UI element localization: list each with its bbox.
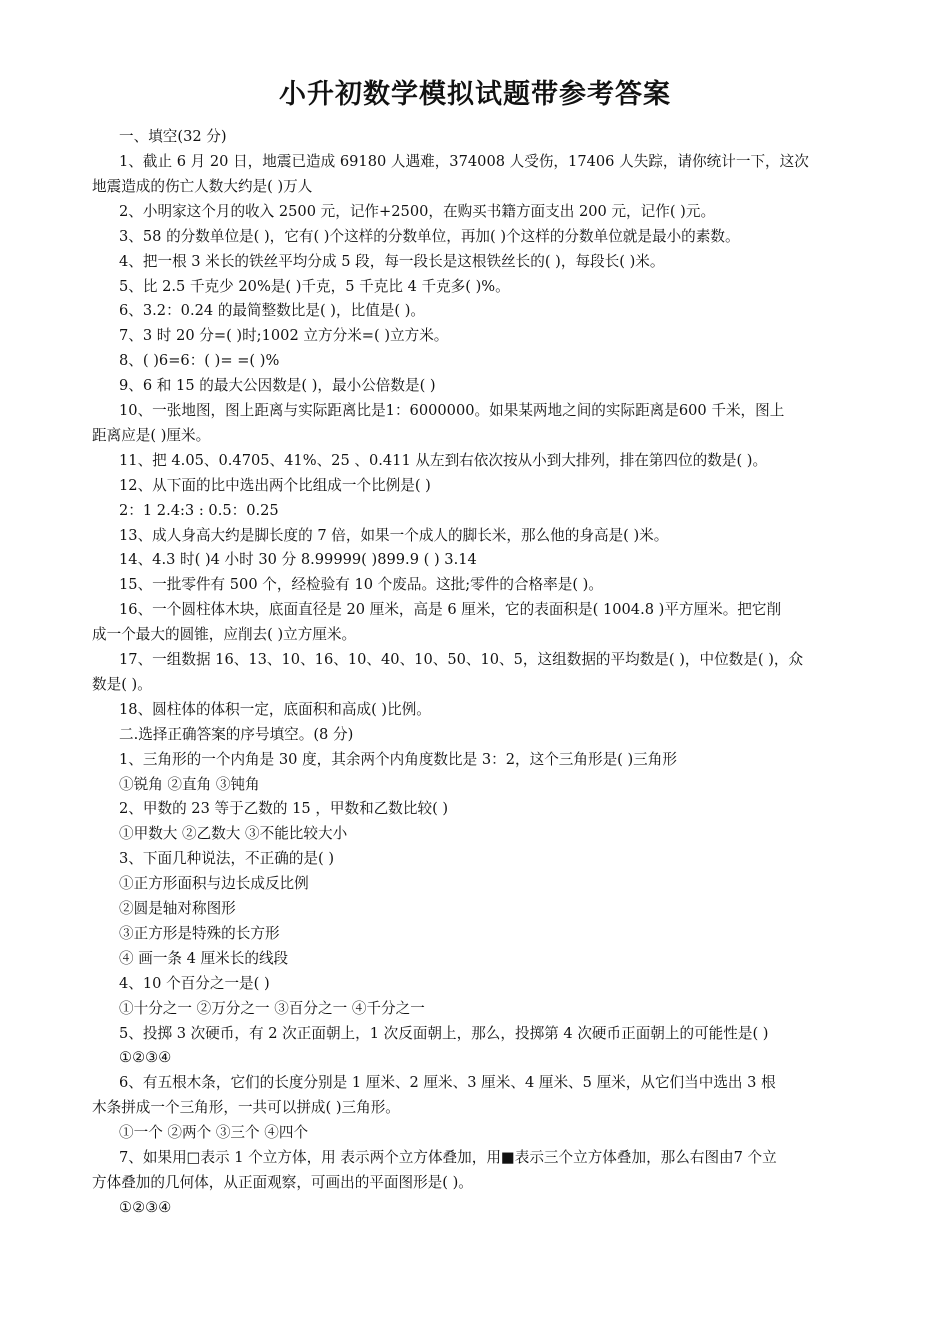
question-line: 距离应是( )厘米。 [92, 427, 211, 444]
section-heading: 一、填空(32 分) [119, 128, 227, 145]
question-line: 17、一组数据 16、13、10、16、10、40、10、50、10、5，这组数据的平均数是( )，中位数是( )，众 [119, 651, 804, 668]
question-line: 6、3.2：0.24 的最简整数比是( )，比值是( )。 [119, 302, 425, 319]
question-line: 13、成人身高大约是脚长度的 7 倍，如果一个成人的脚长米，那么他的身高是( )米。 [119, 527, 669, 544]
options-line: ③正方形是特殊的长方形 [119, 925, 280, 942]
options-line: ①②③④ [119, 1049, 172, 1066]
section-heading: 二.选择正确答案的序号填空。(8 分) [119, 726, 354, 743]
question-line: 9、6 和 15 的最大公因数是( )，最小公倍数是( ) [119, 377, 436, 394]
question-line: 7、如果用□表示 1 个立方体，用 表示两个立方体叠加，用■表示三个立方体叠加，那么右图由7 个立 [119, 1149, 777, 1166]
question-line: 5、比 2.5 千克少 20%是( )千克，5 千克比 4 千克多( )%。 [119, 278, 510, 295]
document-title: 小升初数学模拟试题带参考答案 [279, 79, 671, 110]
options-line: ②圆是轴对称图形 [119, 900, 236, 917]
question-line: 地震造成的伤亡人数大约是( )万人 [92, 178, 313, 195]
question-line: 2：1 2.4:3 : 0.5：0.25 [119, 502, 279, 519]
question-line: 2、甲数的 23 等于乙数的 15 ，甲数和乙数比较( ) [119, 800, 449, 817]
question-line: 1、三角形的一个内角是 30 度，其余两个内角度数比是 3：2，这个三角形是( )三角形 [119, 751, 677, 768]
options-line: ①②③④ [119, 1199, 172, 1216]
question-line: 6、有五根木条，它们的长度分别是 1 厘米、2 厘米、3 厘米、4 厘米、5 厘米，从它们当中选出 3 根 [119, 1074, 776, 1091]
question-line: 4、把一根 3 米长的铁丝平均分成 5 段，每一段长是这根铁丝长的( )，每段长( )米。 [119, 253, 665, 270]
question-line: 1、截止 6 月 20 日，地震已造成 69180 人遇难，374008 人受伤，17406 人失踪，请你统计一下，这次 [119, 153, 809, 170]
question-line: 8、( )6=6：( )= =( )% [119, 352, 280, 369]
question-line: 方体叠加的几何体，从正面观察，可画出的平面图形是( )。 [92, 1174, 473, 1191]
options-line: ①十分之一 ②万分之一 ③百分之一 ④千分之一 [119, 1000, 425, 1017]
question-line: 16、一个圆柱体木块，底面直径是 20 厘米，高是 6 厘米，它的表面积是( 1004.8 )平方厘米。把它削 [119, 601, 782, 618]
options-line: ①一个 ②两个 ③三个 ④四个 [119, 1124, 309, 1141]
question-line: 木条拼成一个三角形，一共可以拼成( )三角形。 [92, 1099, 400, 1116]
question-line: 4、10 个百分之一是( ) [119, 975, 270, 992]
question-line: 3、58 的分数单位是( )，它有( )个这样的分数单位，再加( )个这样的分数单位就是最小的素数。 [119, 228, 740, 245]
options-line: ①正方形面积与边长成反比例 [119, 875, 309, 892]
question-line: 11、把 4.05、0.4705、41%、25 、0.411 从左到右依次按从小到大排列，排在第四位的数是( )。 [119, 452, 768, 469]
question-line: 5、投掷 3 次硬币，有 2 次正面朝上，1 次反面朝上，那么，投掷第 4 次硬币正面朝上的可能性是( ) [119, 1025, 769, 1042]
options-line: ①锐角 ②直角 ③钝角 [119, 776, 260, 793]
question-line: 2、小明家这个月的收入 2500 元，记作+2500，在购买书籍方面支出 200 元，记作( )元。 [119, 203, 716, 220]
question-line: 7、3 时 20 分=( )时;1002 立方分米=( )立方米。 [119, 327, 449, 344]
question-line: 成一个最大的圆锥，应削去( )立方厘米。 [92, 626, 357, 643]
question-line: 18、圆柱体的体积一定，底面积和高成( )比例。 [119, 701, 431, 718]
options-line: ①甲数大 ②乙数大 ③不能比较大小 [119, 825, 348, 842]
question-line: 10、一张地图，图上距离与实际距离比是1：6000000。如果某两地之间的实际距离是600 千米，图上 [119, 402, 785, 419]
question-line: 12、从下面的比中选出两个比组成一个比例是( ) [119, 477, 431, 494]
options-line: ④ 画一条 4 厘米长的线段 [119, 950, 289, 967]
question-line: 数是( )。 [92, 676, 152, 693]
question-line: 14、4.3 时( )4 小时 30 分 8.99999( )899.9 ( ) 3.14 [119, 551, 477, 568]
question-line: 15、一批零件有 500 个，经检验有 10 个废品。这批;零件的合格率是( )。 [119, 576, 603, 593]
question-line: 3、下面几种说法，不正确的是( ) [119, 850, 335, 867]
